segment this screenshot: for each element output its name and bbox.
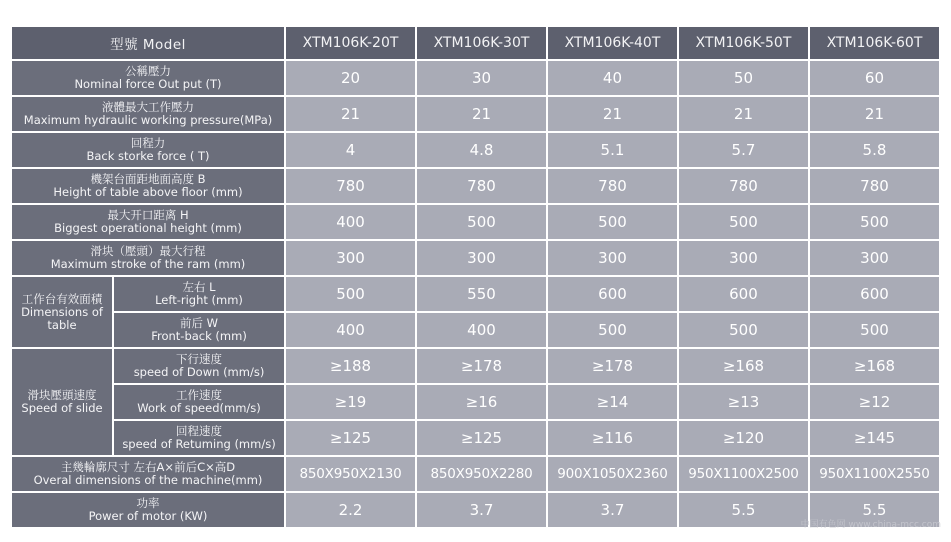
site-watermark: 中国有色网 www.china-mcc.com — [800, 520, 941, 530]
spec-row-overall-dimensions — [12, 457, 939, 491]
row-label-cn: 下行速度 — [176, 352, 222, 366]
spec-value: 21 — [417, 97, 546, 131]
row-label-en: Maximum stroke of the ram (mm) — [50, 257, 246, 271]
spec-value: 500 — [548, 313, 677, 347]
row-label-en: Work of speed(mm/s) — [137, 401, 261, 415]
spec-value: 4.8 — [417, 133, 546, 167]
spec-value: ≥120 — [679, 421, 808, 455]
spec-value: 5.5 — [810, 493, 939, 527]
spec-value: 3.7 — [548, 493, 677, 527]
row-label-cn: 功率 — [136, 496, 160, 510]
model-header: XTM106K-20T — [286, 27, 415, 59]
spec-row-table-height — [12, 169, 939, 203]
spec-row-back-force — [12, 133, 939, 167]
row-label-cn: 液體最大工作壓力 — [102, 100, 194, 114]
spec-value: 20 — [286, 61, 415, 95]
row-label-cn: 主幾輪廓尺寸 左右A×前后C×高D — [60, 460, 236, 474]
row-label-en: Height of table above floor (mm) — [53, 185, 243, 199]
spec-table — [10, 25, 941, 529]
spec-value: 500 — [417, 205, 546, 239]
spec-value: 850X950X2130 — [286, 457, 415, 491]
row-label — [12, 205, 284, 239]
spec-value: 500 — [679, 205, 808, 239]
model-header: XTM106K-30T — [417, 27, 546, 59]
spec-value: ≥116 — [548, 421, 677, 455]
model-header: XTM106K-40T — [548, 27, 677, 59]
row-label-en: speed of Down (mm/s) — [133, 365, 265, 379]
spec-value: ≥16 — [417, 385, 546, 419]
row-label-en: Power of motor (KW) — [88, 509, 208, 523]
row-label-en: speed of Retuming (mm/s) — [122, 437, 276, 451]
row-label — [12, 97, 284, 131]
spec-value: 600 — [548, 277, 677, 311]
spec-value: 900X1050X2360 — [548, 457, 677, 491]
spec-value: 500 — [810, 205, 939, 239]
row-label-en: Front-back (mm) — [151, 329, 247, 343]
spec-value: 600 — [679, 277, 808, 311]
spec-row-table-front-back — [12, 313, 939, 347]
spec-value: 2.2 — [286, 493, 415, 527]
row-label-cn: 回程速度 — [176, 424, 222, 438]
row-label-cn: 最大开口距离 H — [107, 208, 189, 222]
spec-value: 400 — [417, 313, 546, 347]
spec-value: 21 — [286, 97, 415, 131]
spec-row-speed-down — [12, 349, 939, 383]
spec-value: 40 — [548, 61, 677, 95]
row-label-en: Biggest operational height (mm) — [54, 221, 242, 235]
spec-value: 550 — [417, 277, 546, 311]
spec-value: ≥12 — [810, 385, 939, 419]
group-label-table-dims — [12, 277, 112, 347]
spec-row-table-left-right — [12, 277, 939, 311]
row-label — [114, 421, 284, 455]
spec-value: 500 — [679, 313, 808, 347]
spec-row-speed-return — [12, 421, 939, 455]
row-label — [114, 313, 284, 347]
row-label-cn: 工作速度 — [176, 388, 222, 402]
spec-value: ≥145 — [810, 421, 939, 455]
spec-value: 850X950X2280 — [417, 457, 546, 491]
spec-value: 3.7 — [417, 493, 546, 527]
row-label — [12, 61, 284, 95]
spec-value: 21 — [810, 97, 939, 131]
row-label-cn: 左右 L — [182, 280, 216, 294]
spec-value: 5.7 — [679, 133, 808, 167]
spec-row-speed-work — [12, 385, 939, 419]
spec-row-ram-stroke — [12, 241, 939, 275]
spec-value: 950X1100X2500 — [679, 457, 808, 491]
model-header: XTM106K-50T — [679, 27, 808, 59]
header-row — [12, 27, 939, 59]
row-label — [12, 133, 284, 167]
group-label-en: Speed of slide — [21, 401, 103, 415]
spec-value: ≥168 — [810, 349, 939, 383]
spec-value: ≥178 — [417, 349, 546, 383]
row-label — [12, 241, 284, 275]
spec-value: 4 — [286, 133, 415, 167]
model-header: XTM106K-60T — [810, 27, 939, 59]
spec-value: 300 — [286, 241, 415, 275]
spec-row-hydraulic-pressure — [12, 97, 939, 131]
spec-value: ≥125 — [417, 421, 546, 455]
spec-value: 21 — [548, 97, 677, 131]
spec-value: 300 — [417, 241, 546, 275]
row-label-cn: 回程力 — [130, 136, 166, 150]
spec-value: 400 — [286, 205, 415, 239]
spec-value: 5.8 — [810, 133, 939, 167]
spec-value: ≥125 — [286, 421, 415, 455]
spec-value: 300 — [810, 241, 939, 275]
spec-value: ≥168 — [679, 349, 808, 383]
row-label — [12, 493, 284, 527]
row-label — [114, 349, 284, 383]
spec-value: 300 — [548, 241, 677, 275]
spec-value: 300 — [679, 241, 808, 275]
spec-value: 500 — [286, 277, 415, 311]
model-label: 型號 Model — [12, 27, 284, 59]
spec-value: ≥19 — [286, 385, 415, 419]
spec-value: 60 — [810, 61, 939, 95]
spec-value: ≥13 — [679, 385, 808, 419]
spec-value: 400 — [286, 313, 415, 347]
group-label-cn: 工作台有效面積 — [21, 291, 103, 306]
spec-row-nominal-force — [12, 61, 939, 95]
row-label-cn: 公稱壓力 — [125, 64, 171, 78]
row-label-en: Overal dimensions of the machine(mm) — [33, 473, 263, 487]
row-label — [114, 385, 284, 419]
spec-value: ≥178 — [548, 349, 677, 383]
spec-value: 50 — [679, 61, 808, 95]
row-label-en: Back storke force ( T) — [86, 149, 210, 163]
spec-value: 30 — [417, 61, 546, 95]
row-label-cn: 機架台面距地面高度 B — [90, 172, 206, 186]
spec-value: 5.1 — [548, 133, 677, 167]
spec-value: 780 — [417, 169, 546, 203]
spec-value: 500 — [810, 313, 939, 347]
group-label-cn: 滑块壓頭速度 — [27, 388, 97, 402]
spec-value: 780 — [548, 169, 677, 203]
row-label — [114, 277, 284, 311]
spec-value: ≥188 — [286, 349, 415, 383]
row-label — [12, 457, 284, 491]
spec-value: 950X1100X2550 — [810, 457, 939, 491]
spec-value: 5.5 — [679, 493, 808, 527]
spec-value: 600 — [810, 277, 939, 311]
spec-value: 780 — [810, 169, 939, 203]
spec-value: 500 — [548, 205, 677, 239]
spec-value: 780 — [679, 169, 808, 203]
spec-row-open-height — [12, 205, 939, 239]
row-label — [12, 169, 284, 203]
row-label-cn: 前后 W — [179, 316, 219, 330]
spec-value: 780 — [286, 169, 415, 203]
spec-value: ≥14 — [548, 385, 677, 419]
group-label-slide-speed — [12, 349, 112, 455]
row-label-cn: 滑块（壓頭）最大行程 — [90, 244, 206, 258]
group-label-en: Dimensions of table — [21, 304, 103, 332]
row-label-en: Nominal force Out put (T) — [74, 77, 222, 91]
row-label-en: Maximum hydraulic working pressure(MPa) — [23, 113, 273, 127]
row-label-en: Left-right (mm) — [155, 293, 243, 307]
spec-value: 21 — [679, 97, 808, 131]
